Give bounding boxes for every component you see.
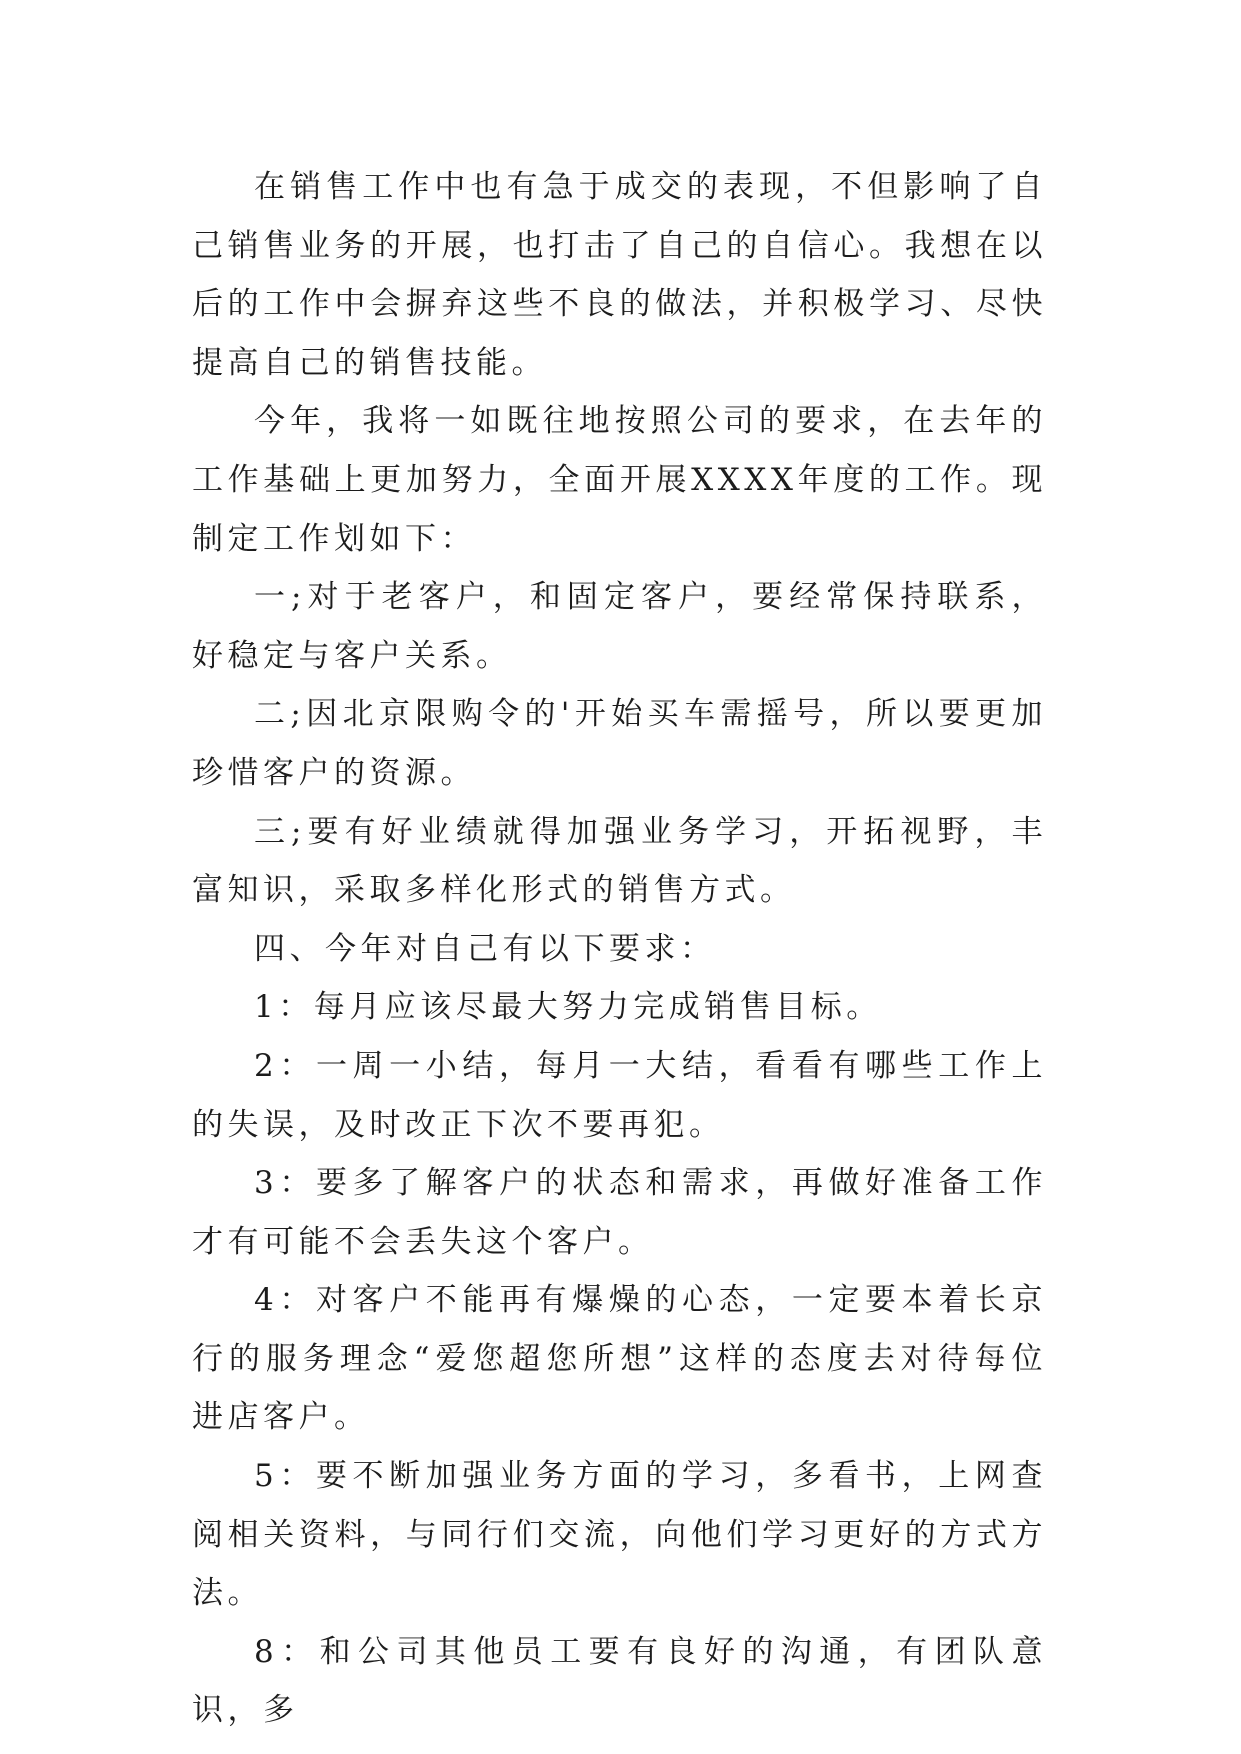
paragraph-requirement-3: 3：要多了解客户的状态和需求，再做好准备工作才有可能不会丢失这个客户。 xyxy=(192,1165,1047,1260)
paragraph-item-one: 一;对于老客户，和固定客户，要经常保持联系，好稳定与客户关系。 xyxy=(192,579,1047,674)
document-body xyxy=(192,158,1047,1740)
paragraph-sales-reflection: 在销售工作中也有急于成交的表现，不但影响了自己销售业务的开展，也打击了自己的自信心。我想在以后的工作中会摒弃这些不良的做法，并积极学习、尽快提高自己的销售技能。 xyxy=(192,169,1047,381)
paragraph-item-two: 二;因北京限购令的'开始买车需摇号，所以要更加珍惜客户的资源。 xyxy=(192,696,1047,791)
paragraph-item-three: 三;要有好业绩就得加强业务学习，开拓视野，丰富知识，采取多样化形式的销售方式。 xyxy=(192,813,1047,909)
paragraph-requirement-4: 4：对客户不能再有爆燥的心态，一定要本着长京行的服务理念“爱您超您所想”这样的态度去对待每位进店客户。 xyxy=(192,1282,1047,1436)
paragraph-requirement-8: 8：和公司其他员工要有良好的沟通，有团队意识，多 xyxy=(192,1633,1047,1729)
paragraph-requirement-1: 1：每月应该尽最大努力完成销售目标。 xyxy=(254,989,882,1026)
paragraph-annual-plan-intro: 今年，我将一如既往地按照公司的要求，在去年的工作基础上更加努力，全面开展XXXX年度的工作。现制定工作划如下： xyxy=(192,403,1047,557)
paragraph-requirement-5: 5：要不断加强业务方面的学习，多看书，上网查阅相关资料，与同行们交流，向他们学习更好的方式方法。 xyxy=(192,1458,1047,1612)
paragraph-requirement-2: 2：一周一小结，每月一大结，看看有哪些工作上的失误，及时改正下次不要再犯。 xyxy=(192,1047,1047,1143)
paragraph-item-four-heading: 四、今年对自己有以下要求： xyxy=(254,930,716,967)
